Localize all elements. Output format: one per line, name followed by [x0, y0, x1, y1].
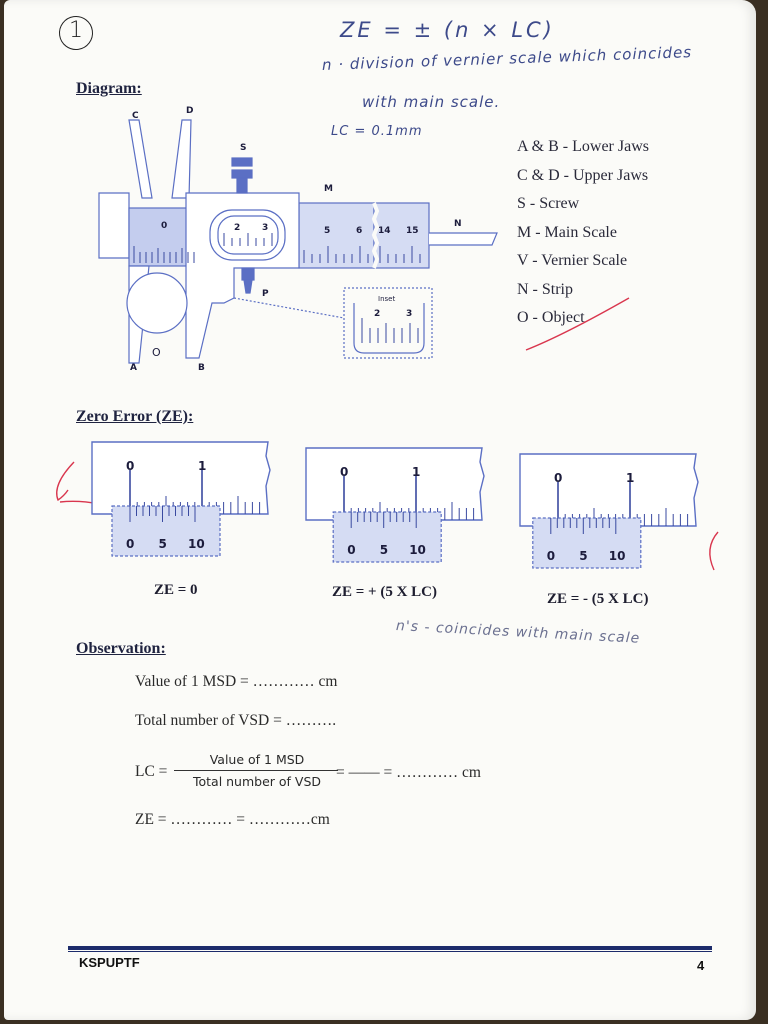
obs-lc-numerator: Value of 1 MSD — [209, 752, 305, 767]
ze-scale-0 — [90, 440, 275, 565]
main-label: 1 — [626, 471, 635, 485]
legend-item: V - Vernier Scale — [517, 252, 628, 269]
legend-item: C & D - Upper Jaws — [517, 166, 649, 184]
main-label: 0 — [554, 471, 563, 485]
main-label: 0 — [126, 459, 135, 473]
ze-scale-1 — [304, 446, 489, 571]
handwritten-definition-line2: with main scale. — [362, 93, 501, 111]
obs-lc-suffix: = —— = ………… cm — [336, 764, 481, 781]
vernier-label: 10 — [409, 543, 426, 557]
observation-heading: Observation: — [76, 640, 166, 657]
ze-scale-2 — [518, 452, 703, 577]
legend-item: S - Screw — [517, 195, 580, 212]
ze-caption-positive: ZE = + (5 X LC) — [332, 584, 438, 600]
main-label: 1 — [412, 465, 421, 479]
main-scale-num-5: 5 — [324, 226, 331, 236]
vernier-label: 10 — [608, 549, 626, 563]
vernier-label: 0 — [347, 543, 356, 557]
footer-publisher: KSPUPTF — [79, 955, 140, 970]
inset-num-2: 2 — [374, 309, 381, 319]
footer-page-number: 4 — [697, 958, 705, 973]
zero-error-heading: Zero Error (ZE): — [76, 408, 194, 425]
handwritten-lc-note: LC = 0.1mm — [331, 124, 423, 139]
obs-vsd: Total number of VSD = ………. — [135, 712, 337, 729]
footer-rule — [68, 946, 712, 950]
vernier-num-3: 3 — [262, 223, 269, 233]
fraction-bar — [174, 770, 338, 771]
handwritten-definition-line1: n · division of vernier scale which coincides — [321, 43, 693, 74]
label-c: C — [132, 111, 139, 121]
ze-caption-negative: ZE = - (5 X LC) — [547, 591, 649, 607]
ze-caption-zero: ZE = 0 — [154, 582, 198, 598]
label-o: O — [152, 346, 161, 359]
handwritten-page-number: 1 — [69, 18, 83, 43]
red-tick-right — [700, 530, 730, 575]
worksheet-page — [4, 0, 756, 1020]
vernier-label: 0 — [546, 549, 556, 563]
diagram-heading: Diagram: — [76, 80, 142, 97]
main-scale-num-0: 0 — [161, 221, 168, 231]
vernier-label: 5 — [379, 543, 389, 557]
vernier-label: 5 — [158, 537, 167, 551]
label-b: B — [198, 363, 205, 373]
main-scale-num-15: 15 — [406, 226, 419, 236]
main-label: 0 — [340, 465, 349, 479]
inset-num-3: 3 — [406, 309, 413, 319]
obs-lc-prefix: LC = — [135, 763, 168, 780]
vernier-num-2: 2 — [234, 223, 241, 233]
legend-item: N - Strip — [517, 280, 573, 298]
label-p: P — [262, 289, 269, 299]
label-inset: Inset — [378, 295, 396, 303]
vernier-label: 10 — [188, 537, 205, 551]
main-scale-num-6: 6 — [356, 226, 363, 236]
obs-msd: Value of 1 MSD = ………… cm — [135, 673, 338, 690]
main-label: 1 — [198, 459, 207, 473]
vernier-caliper-diagram — [94, 98, 514, 373]
legend-item: M - Main Scale — [517, 223, 617, 241]
red-check-mark — [524, 290, 634, 360]
label-a: A — [130, 363, 137, 373]
legend-item: O - Object — [517, 309, 585, 326]
handwritten-coincide-note: n's - coincides with main scale — [395, 618, 641, 647]
main-scale-num-14: 14 — [378, 226, 391, 236]
label-d: D — [186, 106, 194, 116]
footer-rule-thin — [68, 951, 712, 952]
vernier-label: 5 — [579, 549, 588, 563]
label-n: N — [454, 219, 462, 229]
label-s: S — [240, 143, 247, 153]
legend-item: A & B - Lower Jaws — [517, 138, 649, 155]
obs-lc-denominator: Total number of VSD — [192, 774, 322, 789]
vernier-label: 0 — [126, 537, 135, 551]
handwritten-formula: ZE = ± (n × LC) — [340, 18, 555, 42]
obs-ze: ZE = ………… = …………cm — [135, 811, 330, 828]
label-m: M — [324, 184, 333, 194]
